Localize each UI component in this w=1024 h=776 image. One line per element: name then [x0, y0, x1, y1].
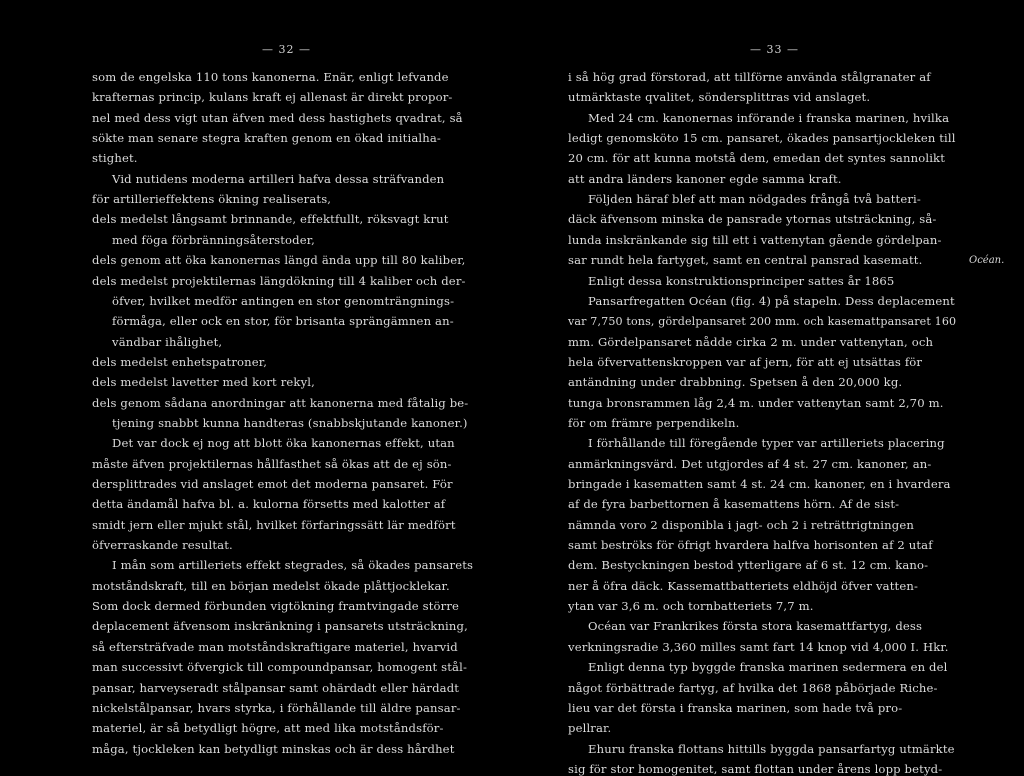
text-line: dels medelst enhetspatroner,	[92, 354, 268, 369]
text-line: sig för stor homogenitet, samt flottan under årens lopp betyd-	[568, 761, 943, 776]
text-line: nämnda voro 2 disponibla i jagt- och 2 i reträttrigtningen	[568, 517, 914, 532]
text-line: pellrar.	[568, 721, 612, 736]
text-line: lieu var det första i franska marinen, som hade två pro-	[568, 700, 903, 715]
text-line: sar rundt hela fartyget, samt en central pansrad kasematt.	[568, 253, 923, 268]
text-line: hela öfvervattenskroppen var af jern, för att ej utsättas för	[568, 354, 923, 369]
text-line: deplacement äfvensom inskränkning i pansarets utsträckning,	[92, 619, 468, 634]
text-line: Enligt denna typ byggde franska marinen sedermera en del	[588, 660, 948, 675]
text-line: mm. Gördelpansaret nådde cirka 2 m. under vattenytan, och	[568, 334, 934, 349]
left-page	[0, 0, 512, 756]
text-line: Enligt dessa konstruktionsprinciper sattes år 1865	[588, 273, 895, 288]
text-line: att andra länders kanoner egde samma kraft.	[568, 171, 842, 186]
text-line: anmärkningsvärd. Det utgjordes af 4 st. 27 cm. kanoner, an-	[568, 456, 932, 471]
text-line: man successivt öfvergick till compoundpansar, homogent stål-	[92, 660, 468, 675]
text-line: pansar, harveyseradt stålpansar samt ohärdadt eller härdadt	[92, 680, 460, 695]
text-line: med föga förbränningsåterstoder,	[112, 232, 316, 247]
text-line: öfver, hvilket medför antingen en stor genomträngnings-	[112, 293, 455, 308]
text-line: dels genom att öka kanonernas längd ända upp till 80 kaliber,	[92, 253, 466, 268]
text-line: verkningsradie 3,360 milles samt fart 14 knop vid 4,000 I. Hkr.	[568, 639, 949, 654]
text-line: var 7,750 tons, gördelpansaret 200 mm. och kasemattpansaret 160	[568, 314, 957, 329]
text-line: tjening snabbt kunna handteras (snabbskjutande kanoner.)	[112, 415, 468, 430]
text-line: bringade i kasematten samt 4 st. 24 cm. kanoner, en i hvardera	[568, 477, 951, 491]
text-line: 20 cm. för att kunna motstå dem, emedan det syntes sannolikt	[568, 151, 946, 166]
text-line: I mån som artilleriets effekt stegrades, så ökades pansarets	[112, 558, 474, 573]
right-page-number: — 33 —	[750, 43, 799, 56]
text-line: så eftersträfvade man motståndskraftigare materiel, hvarvid	[92, 639, 458, 654]
text-line: måste äfven projektilernas hållfasthet så ökas att de ej sön-	[92, 456, 452, 471]
text-line: nickelstålpansar, hvars styrka, i förhållande till äldre pansar-	[92, 700, 461, 715]
right-page	[512, 0, 1024, 776]
text-line: Med 24 cm. kanonernas införande i franska marinen, hvilka	[588, 110, 950, 125]
text-line: stighet.	[92, 151, 138, 166]
text-line: Océan var Frankrikes första stora kasemattfartyg, dess	[588, 619, 923, 634]
text-line: dem. Bestyckningen bestod ytterligare af 6 st. 12 cm. kano-	[568, 558, 929, 573]
text-line: som de engelska 110 tons kanonerna. Enär, enligt lefvande	[92, 70, 449, 84]
text-line: samt beströks för öfrigt hvardera halfva horisonten af 2 utaf	[568, 538, 933, 553]
text-line: af de fyra barbettornen å kasemattens hörn. Af de sist-	[568, 497, 900, 512]
text-line: Följden häraf blef att man nödgades frångå två batteri-	[588, 192, 921, 207]
text-line: antändning under drabbning. Spetsen å den 20,000 kg.	[568, 375, 903, 390]
text-line: dels medelst långsamt brinnande, effektfullt, röksvagt krut	[92, 212, 449, 227]
text-line: tunga bronsrammen låg 2,4 m. under vattenytan samt 2,70 m.	[568, 395, 944, 410]
text-line: Vid nutidens moderna artilleri hafva dessa sträfvanden	[112, 171, 445, 186]
text-line: detta ändamål hafva bl. a. kulorna försetts med kalotter af	[92, 497, 446, 512]
text-line: dersplittrades vid anslaget emot det moderna pansaret. För	[92, 477, 453, 491]
text-line: ytan var 3,6 m. och tornbatteriets 7,7 m.	[568, 599, 814, 614]
text-line: vändbar ihålighet,	[112, 334, 223, 349]
text-line: i så hög grad förstorad, att tillförne använda stålgranater af	[568, 70, 931, 84]
text-line: dels medelst projektilernas längdökning till 4 kaliber och der-	[92, 273, 466, 288]
text-line: något förbättrade fartyg, af hvilka det 1868 påbörjade Riche-	[568, 680, 938, 695]
text-line: öfverraskande resultat.	[92, 538, 233, 553]
margin-note: Océan.	[969, 255, 1005, 266]
text-line: smidt jern eller mjukt stål, hvilket förfaringssätt lär medfört	[92, 517, 456, 532]
text-line: däck äfvensom minska de pansrade ytornas utsträckning, så-	[568, 212, 937, 227]
text-line: Det var dock ej nog att blott öka kanonernas effekt, utan	[112, 436, 455, 451]
text-line: materiel, är så betydligt högre, att med lika motståndsför-	[92, 721, 444, 736]
text-line: utmärktaste qvalitet, söndersplittras vid anslaget.	[568, 90, 871, 105]
text-line: Ehuru franska flottans hittills byggda pansarfartyg utmärkte	[588, 741, 955, 756]
text-line: Pansarfregatten Océan (fig. 4) på stapeln. Dess deplacement	[588, 293, 955, 308]
text-line: för om främre perpendikeln.	[568, 415, 740, 430]
text-line: dels medelst lavetter med kort rekyl,	[92, 375, 315, 390]
text-line: måga, tjockleken kan betydligt minskas och är dess hårdhet	[92, 741, 455, 756]
text-line: för artillerieffektens ökning realiserats,	[92, 192, 332, 207]
text-line: motståndskraft, till en början medelst ökade plåttjocklekar.	[92, 578, 450, 593]
left-page-number: — 32 —	[262, 43, 311, 56]
text-line: ledigt genomsköto 15 cm. pansaret, ökades pansartjockleken till	[568, 131, 956, 146]
text-line: Som dock dermed förbunden vigtökning framtvingade större	[92, 599, 460, 614]
text-line: lunda inskränkande sig till ett i vattenytan gående gördelpan-	[568, 232, 942, 247]
text-line: sökte man senare stegra kraften genom en ökad initialha-	[92, 131, 441, 146]
text-line: nel med dess vigt utan äfven med dess hastighets qvadrat, så	[92, 110, 463, 125]
text-line: krafternas princip, kulans kraft ej allenast är direkt propor-	[92, 90, 453, 105]
text-line: förmåga, eller ock en stor, för brisanta sprängämnen an-	[112, 314, 454, 329]
text-line: I förhållande till föregående typer var artilleriets placering	[588, 436, 945, 451]
text-line: ner å öfra däck. Kassemattbatteriets eldhöjd öfver vatten-	[568, 578, 919, 593]
text-line: dels genom sådana anordningar att kanonerna med fåtalig be-	[92, 395, 469, 410]
